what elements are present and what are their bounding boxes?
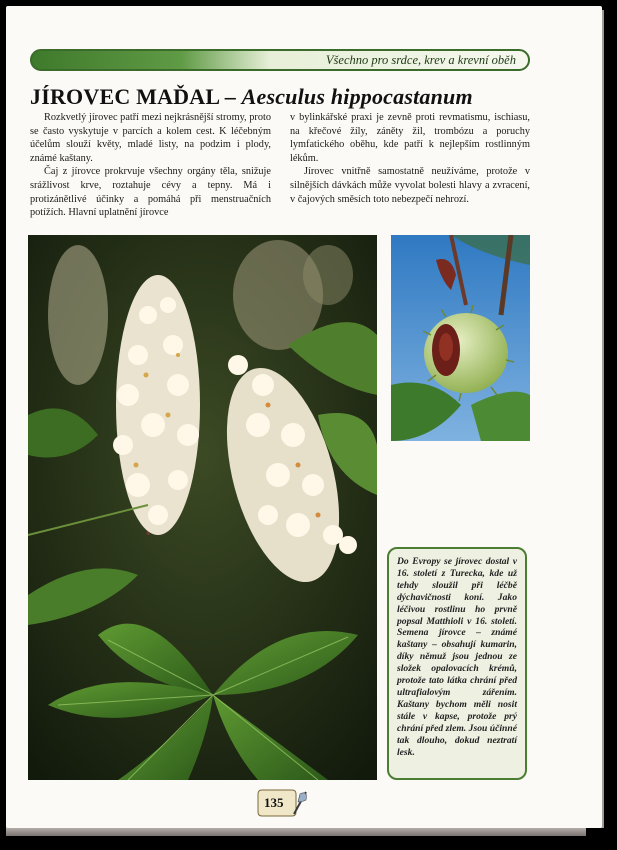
title-czech: JÍROVEC MAĎAL –: [30, 84, 242, 109]
section-title: Všechno pro srdce, krev a krevní oběh: [325, 53, 516, 67]
text-column-2: [290, 111, 530, 206]
info-box-text: Do Evropy se jírovec dostal v 16. století z Turecka, kde už tehdy sloužil při léčbě dýchavičnosti koní. Jako léčivou rostlinu ho prvně popsal Matthioli v 16. století. Semena jírovce – známé kaštany – obsahují kumarin, díky němuž jsou jednou ze složek opalovacích krémů, protože tato látka chrání před ultrafialovým zářením. Kaštany bychom měli nosit stále v kapse, protože prý chrání před zlem. Jsou účinné tak dlouho, dokud neztratí lesk.: [397, 556, 517, 758]
info-box: [387, 547, 527, 780]
page-number: 135: [264, 795, 284, 810]
paragraph: Jírovec vnitřně samostatně neužíváme, protože v silnějších dávkách může vyvolat bolesti hlavy a zvracení, v čajových směsích toto nebezpečí nehrozí.: [290, 166, 530, 205]
page-title: [30, 84, 473, 110]
section-banner: [30, 49, 530, 71]
horse-chestnut-blossom-photo: [28, 235, 377, 780]
title-latin: Aesculus hippocastanum: [241, 84, 473, 109]
text-column-1: [30, 111, 271, 220]
paragraph: Rozkvetlý jírovec patří mezi nejkrásnější stromy, proto se často vyskytuje v parcích a kolem cest. K léčebným účelům slouží květy, mladé listy, na podzim i plody, známé kaštany.: [30, 112, 271, 164]
conker-fruit-photo: [391, 235, 530, 441]
paragraph: v bylinkářské praxi je zevně proti revmatismu, ischiasu, na křečové žíly, záněty žil, trombózu a poruchy lymfatického oběhu, kde patří k nejlepším rostlinným lékům.: [290, 112, 530, 164]
paragraph: Čaj z jírovce prokrvuje všechny orgány těla, snižuje srážlivost krve, roztahuje cévy a tepny. Má i protizánětlivé účinky a pomáhá při menstruačních potížích. Hlavní uplatnění jírovce: [30, 166, 271, 219]
